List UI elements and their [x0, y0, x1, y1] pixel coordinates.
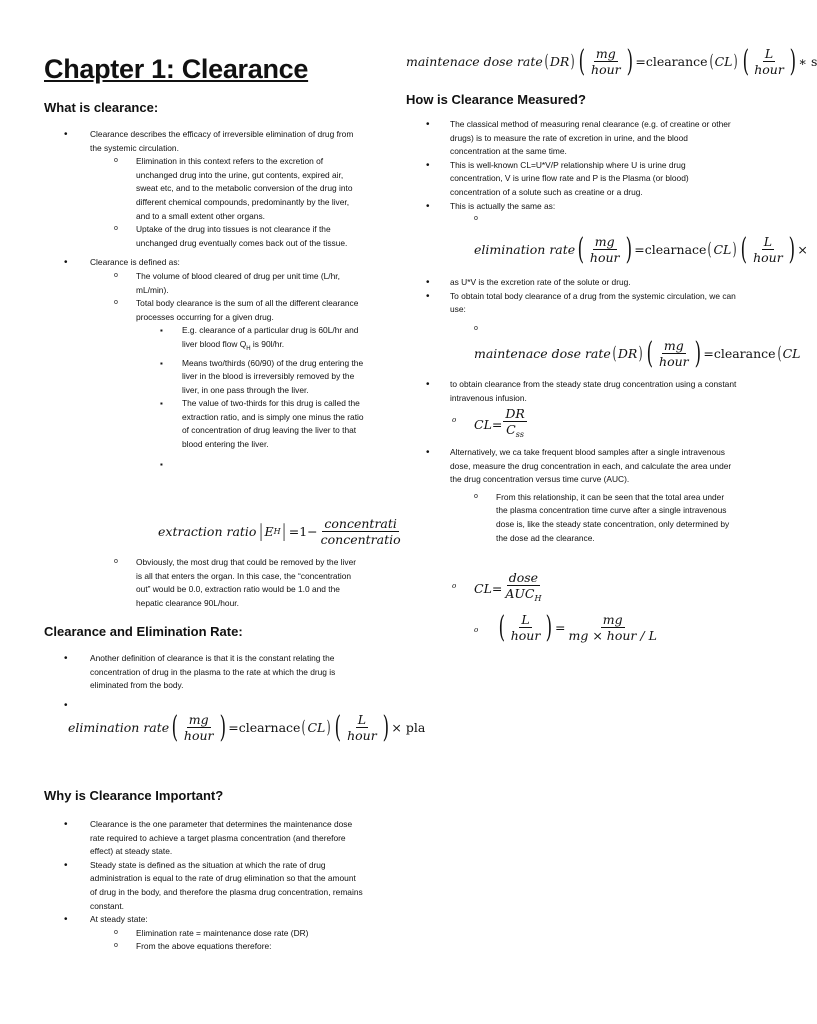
eq-text: =clearance	[703, 346, 776, 361]
elimination-rate-equation: elimination rate ( mg hour ) =clearnace ( CL ) ( L hour ) × pla	[68, 709, 426, 745]
eq-denominator: hour	[589, 250, 620, 265]
eq-numerator: dose	[508, 570, 539, 585]
eq-subscript: ss	[515, 430, 524, 439]
eq-text: × pla	[391, 720, 426, 735]
eq-var: CL	[307, 720, 326, 735]
eq-denominator: mg × hour / L	[568, 628, 657, 643]
why-list	[44, 818, 364, 954]
eq-denominator: hour	[659, 354, 689, 369]
list-item: o Obviously, the most drug that could be removed by the liver is all that enters the organ. In this case, the “concentration out” would be 0.0, extraction ratio would be 1.0 and the hepatic clearance 90L/hour.	[44, 556, 364, 610]
eq-denominator: hour	[347, 728, 377, 743]
how-list-4	[398, 446, 738, 545]
list-item	[44, 324, 364, 356]
elimination-list	[44, 652, 364, 712]
eq-text: ×	[797, 242, 808, 257]
eq-text: elimination rate	[68, 720, 170, 735]
list-item: • This is well-known CL=U*V/P relationship where U is urine drug concentration, V is urine flow rate and P is the Plasma (or blood) concentration of a solute such as creatine or a drug.	[398, 159, 738, 200]
eq-subscript: H	[534, 594, 542, 603]
eq-numerator: L	[521, 612, 530, 627]
empty-list-item	[44, 699, 364, 713]
eq-var: CL	[714, 54, 733, 69]
how-list	[398, 118, 738, 227]
what-is-list-cont	[44, 556, 364, 610]
eq-text: =clearance	[635, 54, 708, 69]
list-item: o The volume of blood cleared of drug per unit time (L/hr, mL/min).	[44, 270, 364, 297]
eq-text: =1−	[288, 524, 318, 539]
eq-numerator: mg	[188, 712, 209, 727]
list-item: • Alternatively, we ca take frequent blood samples after a single intravenous dose, measure the drug concentration in each, and calculate the area under the drug concentration versus time curve (AUC).	[398, 446, 738, 487]
heading-how-measured: How is Clearance Measured?	[406, 92, 586, 107]
eq-numerator: DR	[505, 406, 525, 421]
heading-clearance-elimination: Clearance and Elimination Rate:	[44, 624, 243, 639]
cl-dose-auc-equation: o CL= dose $AUC_H$	[452, 570, 542, 603]
list-item: • The classical method of measuring renal clearance (e.g. of creatine or other drugs) is to measure the rate of excretion in urine, and the blood concentration at the same time.	[398, 118, 738, 159]
list-item: • to obtain clearance from the steady state drug concentration using a constant intravenous infusion.	[398, 378, 738, 405]
eq-text: elimination rate	[474, 242, 576, 257]
how-list-3	[398, 378, 738, 405]
maintenance-dose-equation: maintenace dose rate ( DR ) ( mg hour ) =clearance ( CL	[474, 335, 801, 371]
eq-numerator: mg	[663, 338, 684, 353]
eq-numerator: mg	[602, 612, 623, 627]
eq-numerator: L	[763, 234, 773, 249]
list-item: • Another definition of clearance is that it is the constant relating the concentration of drug in the plasma to the rate at which the drug is eliminated from the body.	[44, 652, 364, 693]
empty-list-item	[398, 213, 738, 227]
list-item: • To obtain total body clearance of a drug from the systemic circulation, we can use:	[398, 290, 738, 317]
list-item: • as U*V is the excretion rate of the solute or drug.	[398, 276, 738, 290]
eq-text: CL=	[474, 580, 503, 596]
list-item: o Uptake of the drug into tissues is not clearance if the unchanged drug eventually comes back out of the tissue.	[44, 223, 364, 250]
list-item: o Elimination rate = maintenance dose rate (DR)	[44, 927, 364, 941]
eq-text: CL=	[474, 416, 503, 432]
eq-denominator: hour	[183, 728, 214, 743]
how-list-2	[398, 276, 738, 336]
eq-var: E	[264, 524, 274, 539]
eq-denominator: C	[506, 422, 516, 437]
what-is-list	[44, 128, 364, 471]
list-item-text: E.g. clearance of a particular drug is 60L/hr and liver blood flow Q	[182, 325, 359, 349]
extraction-ratio-equation: extraction ratio | E H | =1− concentrati concentratio	[158, 516, 401, 547]
list-item: • Clearance is the one parameter that determines the maintenance dose rate required to achieve a target plasma concentration (and therefore effect) at steady state.	[44, 818, 364, 859]
eq-denominator: hour	[510, 628, 541, 643]
units-equation: o ( L hour ) = mg mg × hour / L	[474, 609, 657, 645]
eq-numerator: L	[357, 712, 367, 727]
list-item: o Elimination in this context refers to the excretion of unchanged drug into the urine, gut contents, expired air, sweat etc, and to the metabolic conversion of the drug into different chemical compounds, predominantly by the liver, and to a small extent other organs.	[44, 155, 364, 223]
empty-list-item	[398, 323, 738, 337]
eq-numerator: L	[764, 46, 774, 61]
eq-numerator: mg	[594, 234, 615, 249]
maintenance-dose-equation-top: maintenace dose rate ( DR ) ( mg hour ) =clearance ( CL ) ( L hour ) ∗ s	[406, 43, 817, 79]
eq-denominator: hour	[591, 62, 621, 77]
list-item: • This is actually the same as:	[398, 200, 738, 214]
list-item: ▪ Means two/thirds (60/90) of the drug entering the liver in the blood is irreversibly removed by the liver, in one pass through the liver.	[44, 357, 364, 398]
eq-denominator: hour	[753, 250, 783, 265]
eq-denominator: AUC	[505, 586, 535, 601]
eq-numerator: concentrati	[324, 516, 397, 531]
eq-text: ∗ s	[798, 54, 817, 69]
elimination-rate-equation-right: elimination rate ( mg hour ) =clearnace ( CL ) ( L hour ) ×	[474, 231, 808, 267]
empty-list-item	[44, 458, 364, 472]
cl-dr-css-equation: o CL= DR $C_{ss}$	[452, 406, 525, 439]
list-item-subscript: H	[246, 345, 251, 352]
list-item: • Steady state is defined as the situation at which the rate of drug administration is equal to the rate of drug elimination so that the amount of drug in the body, and therefore the plasma drug concentration, remains constant.	[44, 859, 364, 913]
list-item: o Total body clearance is the sum of all the different clearance processes occurring for a given drug.	[44, 297, 364, 324]
eq-text: maintenace dose rate	[406, 54, 543, 69]
eq-var: CL	[713, 242, 732, 257]
eq-text: maintenace dose rate	[474, 346, 611, 361]
eq-text: =clearnace	[228, 720, 301, 735]
eq-denominator: hour	[754, 62, 784, 77]
eq-subscript: H	[273, 527, 281, 536]
eq-denominator: concentratio	[320, 532, 401, 547]
left-column	[44, 0, 426, 1024]
eq-text: =	[555, 620, 566, 635]
eq-var: CL	[782, 346, 801, 361]
eq-var: DR	[617, 346, 638, 361]
list-item: o From the above equations therefore:	[44, 940, 364, 954]
heading-why-important: Why is Clearance Important?	[44, 788, 224, 803]
eq-var: DR	[549, 54, 570, 69]
eq-text: =clearnace	[634, 242, 707, 257]
list-item: o From this relationship, it can be seen that the total area under the plasma concentration time curve after a single intravenous dose is, like the steady state concentration, only determined by the dose ad the clearance.	[398, 491, 738, 545]
list-item-text: is 90l/hr.	[250, 338, 285, 349]
list-item: • Clearance describes the efficacy of irreversible elimination of drug from the systemic circulation.	[44, 128, 364, 155]
eq-numerator: mg	[595, 46, 616, 61]
list-item: ▪ The value of two-thirds for this drug is called the extraction ratio, and is simply one minus the ratio of concentration of drug leaving the liver to that blood entering the liver.	[44, 397, 364, 451]
right-column	[398, 0, 817, 1024]
eq-text: extraction ratio	[158, 524, 257, 539]
list-item: • At steady state:	[44, 913, 364, 927]
heading-what-is-clearance: What is clearance:	[44, 100, 159, 115]
list-item: • Clearance is defined as:	[44, 256, 364, 270]
page-title: Chapter 1: Clearance	[44, 54, 309, 84]
